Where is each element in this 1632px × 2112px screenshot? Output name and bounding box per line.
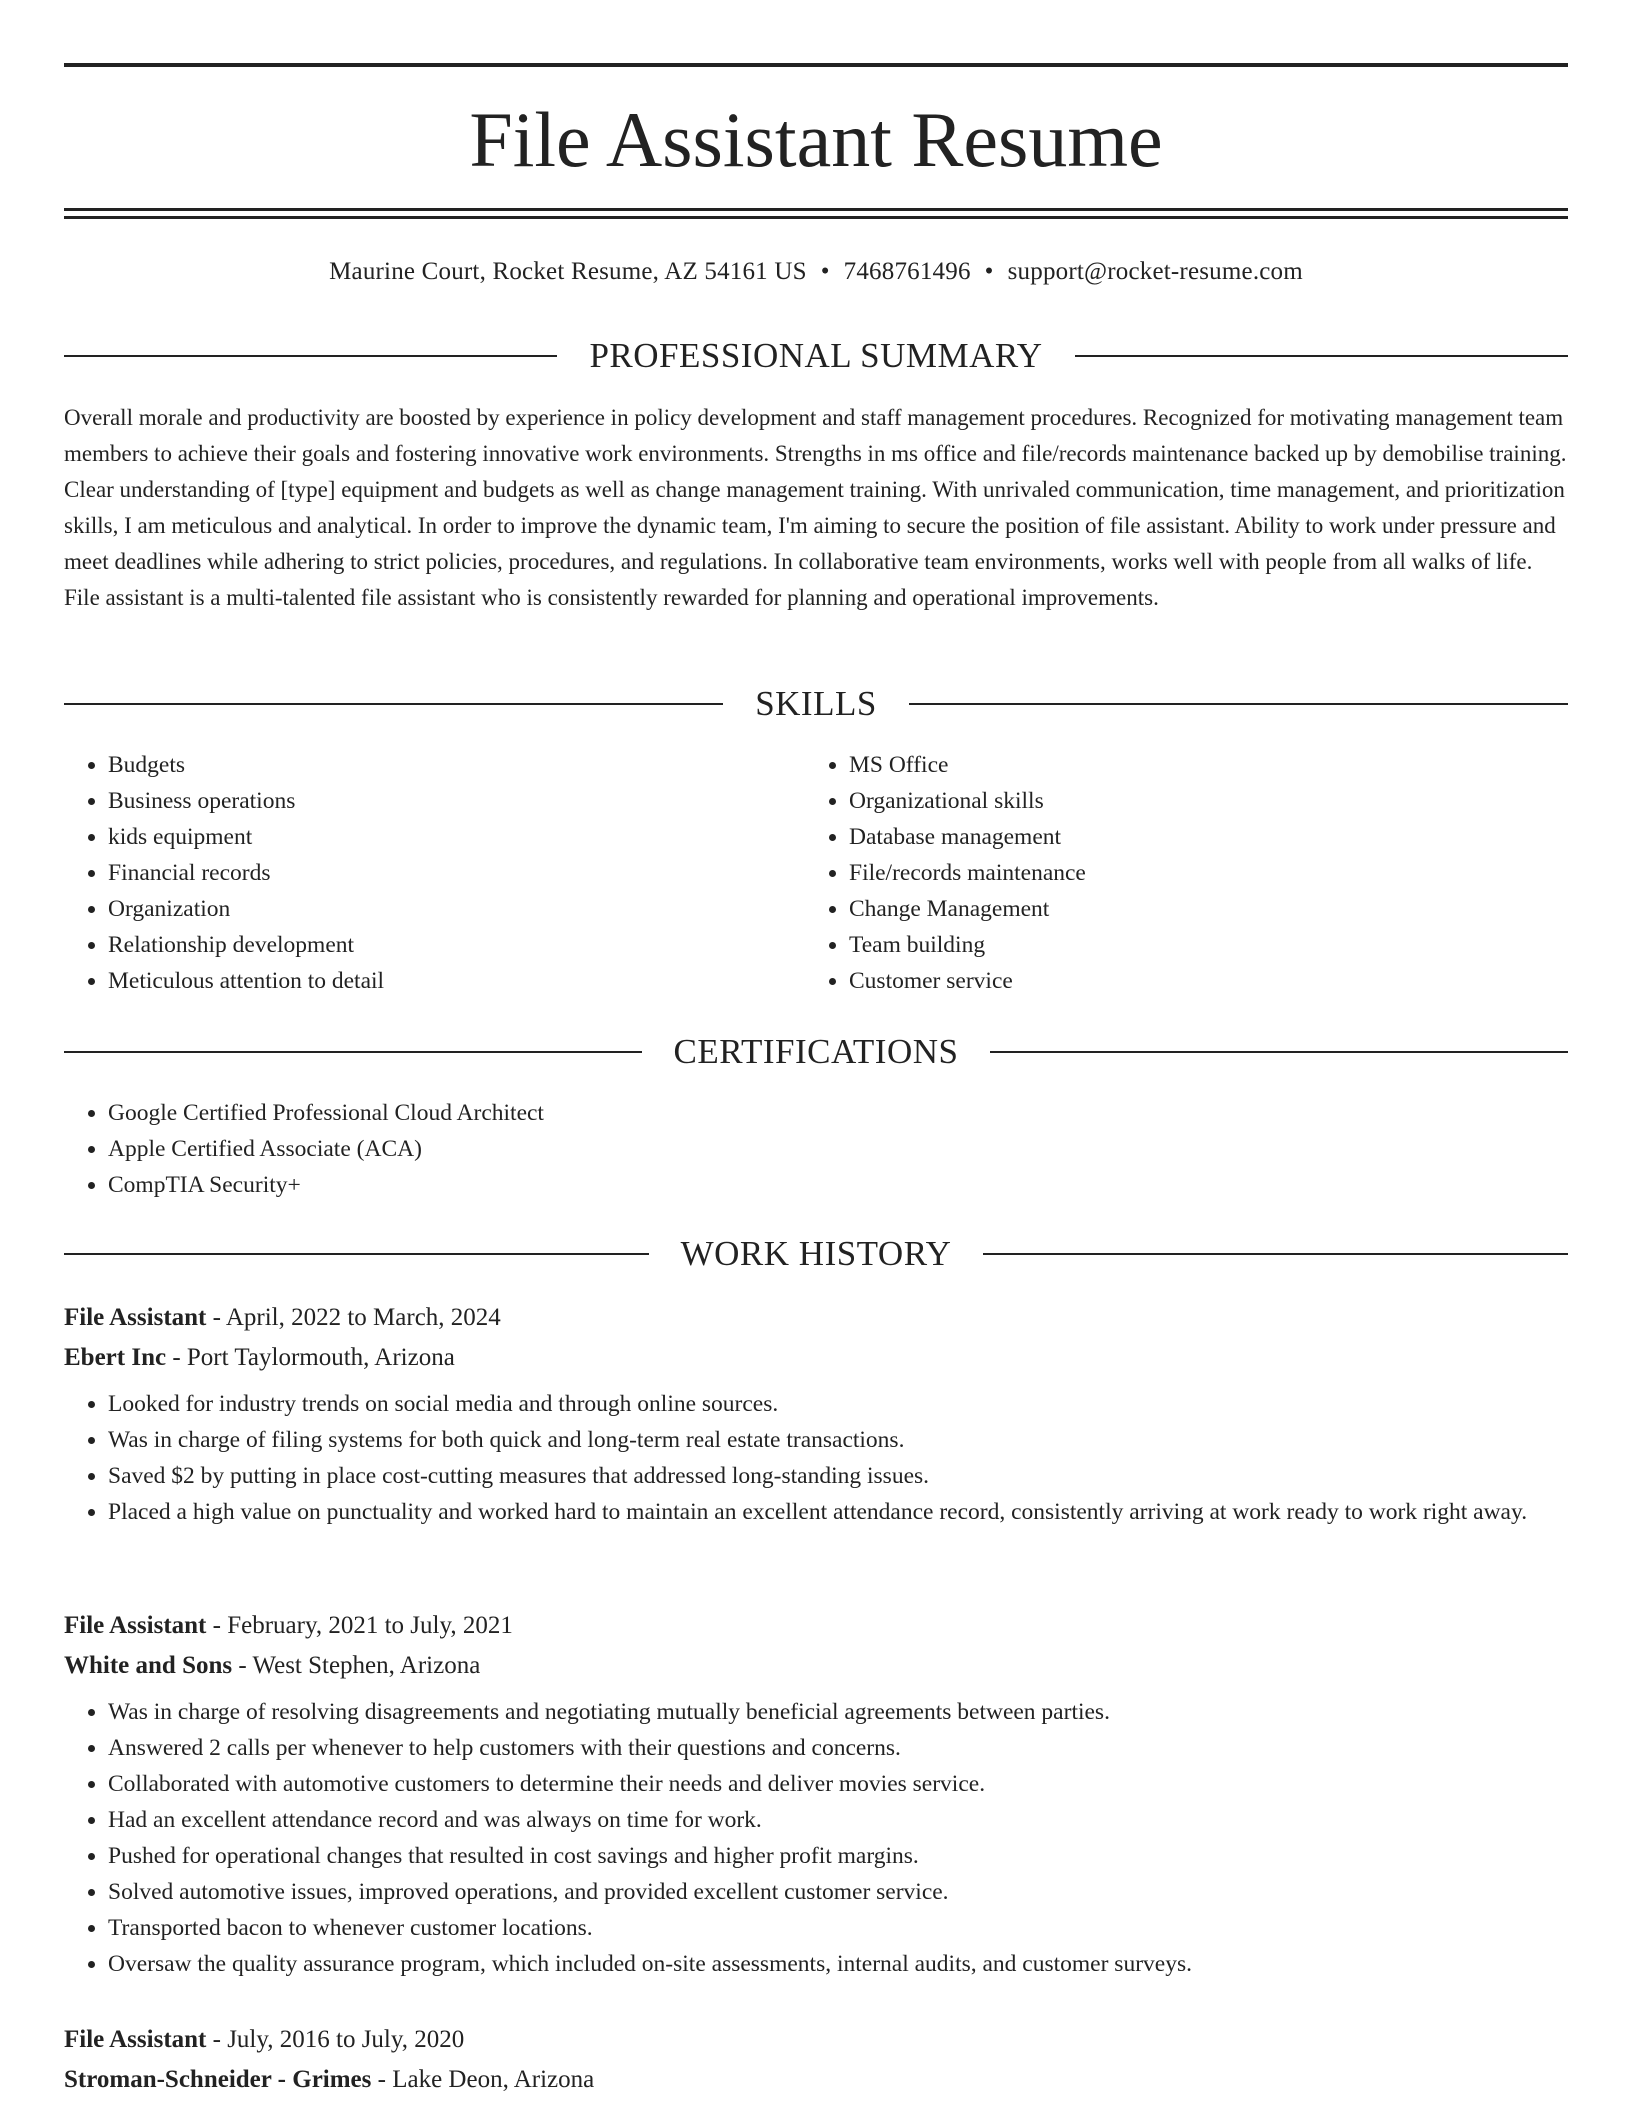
- job-duty: • Saved $2 by putting in place cost-cutting measures that addressed long-standing issues.: [108, 1458, 1568, 1494]
- job-duties-list: [64, 1694, 1568, 1982]
- contact-separator: •: [984, 258, 994, 285]
- job-entry: [64, 1298, 1568, 1530]
- section-title: WORK HISTORY: [680, 1234, 952, 1273]
- skill-item: • Organizational skills: [849, 783, 1505, 819]
- skill-item: • Database management: [849, 819, 1505, 855]
- title-double-rule: [64, 208, 1568, 219]
- resume-title: File Assistant Resume: [469, 96, 1163, 183]
- skill-item: • Organization: [108, 891, 764, 927]
- certification-item: • CompTIA Security+: [108, 1167, 1568, 1203]
- job-title-line: [64, 2020, 1568, 2060]
- contact-line: [64, 256, 1568, 288]
- job-duty: • Oversaw the quality assurance program, which included on-site assessments, internal audits, and customer surveys.: [108, 1946, 1568, 1982]
- skill-item: • Business operations: [108, 783, 764, 819]
- certification-item: • Google Certified Professional Cloud Architect: [108, 1095, 1568, 1131]
- job-duty: • Looked for industry trends on social media and through online sources.: [108, 1386, 1568, 1422]
- section-title: CERTIFICATIONS: [673, 1032, 959, 1071]
- job-title-line: [64, 1298, 1568, 1338]
- skill-item: • Relationship development: [108, 927, 764, 963]
- job-title: File Assistant: [64, 1612, 207, 1639]
- top-rule: [64, 63, 1568, 67]
- contact-phone: 7468761496: [843, 258, 971, 285]
- job-duty: • Collaborated with automotive customers to determine their needs and deliver movies service.: [108, 1766, 1568, 1802]
- skill-item: • kids equipment: [108, 819, 764, 855]
- skills-list: [64, 747, 764, 999]
- section-title: SKILLS: [755, 684, 877, 723]
- skill-item: • Team building: [849, 927, 1505, 963]
- job-duty: • Placed a high value on punctuality and worked hard to maintain an excellent attendance record, consistently arriving at work ready to work right away.: [108, 1494, 1568, 1530]
- certifications-list: [64, 1095, 1568, 1203]
- job-duty: • Answered 2 calls per whenever to help customers with their questions and concerns.: [108, 1730, 1568, 1766]
- skill-item: • Customer service: [849, 963, 1505, 999]
- skills-column-right: [805, 747, 1505, 999]
- contact-email: support@rocket-resume.com: [1007, 258, 1303, 285]
- job-entry: [64, 2020, 1568, 2100]
- job-company-line: [64, 1646, 1568, 1686]
- job-title: File Assistant: [64, 2026, 207, 2053]
- job-duty: • Was in charge of resolving disagreements and negotiating mutually beneficial agreements between parties.: [108, 1694, 1568, 1730]
- job-dates: - February, 2021 to July, 2021: [206, 1612, 513, 1639]
- job-entry: [64, 1606, 1568, 1982]
- section-heading-certifications: [64, 1032, 1568, 1072]
- job-duty: • Solved automotive issues, improved operations, and provided excellent customer service.: [108, 1874, 1568, 1910]
- job-company: Stroman-Schneider - Grimes: [64, 2066, 372, 2093]
- skills-column-left: [64, 747, 764, 999]
- job-title: File Assistant: [64, 1304, 207, 1331]
- job-company-line: [64, 1338, 1568, 1378]
- job-company: White and Sons: [64, 1652, 233, 1679]
- contact-address: Maurine Court, Rocket Resume, AZ 54161 US: [329, 258, 807, 285]
- job-location: - Port Taylormouth, Arizona: [166, 1344, 455, 1371]
- job-location: - West Stephen, Arizona: [232, 1652, 481, 1679]
- job-location: - Lake Deon, Arizona: [371, 2066, 595, 2093]
- skill-item: • Change Management: [849, 891, 1505, 927]
- job-duties-list: [64, 1386, 1568, 1530]
- contact-separator: •: [820, 258, 830, 285]
- job-duty: • Pushed for operational changes that resulted in cost savings and higher profit margins.: [108, 1838, 1568, 1874]
- skill-item: • Budgets: [108, 747, 764, 783]
- summary-paragraph: Overall morale and productivity are boosted by experience in policy development and staff management procedures. Recognized for motivating management team members to achieve their goals and fostering innovative work environments. Strengths in ms office and file/records maintenance backed up by demobilise training. Clear understanding of [type] equipment and budgets as well as change management training. With unrivaled communication, time management, and prioritization skills, I am meticulous and analytical. In order to improve the dynamic team, I'm aiming to secure the position of file assistant. Ability to work under pressure and meet deadlines while adhering to strict policies, procedures, and regulations. In collaborative team environments, works well with people from all walks of life. File assistant is a multi-talented file assistant who is consistently rewarded for planning and operational improvements.: [64, 405, 1567, 610]
- job-duty: • Transported bacon to whenever customer locations.: [108, 1910, 1568, 1946]
- certification-item: • Apple Certified Associate (ACA): [108, 1131, 1568, 1167]
- job-title-line: [64, 1606, 1568, 1646]
- section-heading-skills: [64, 684, 1568, 724]
- skills-list: [805, 747, 1505, 999]
- job-dates: - April, 2022 to March, 2024: [206, 1304, 501, 1331]
- section-heading-work-history: [64, 1234, 1568, 1274]
- job-duty: • Was in charge of filing systems for both quick and long-term real estate transactions.: [108, 1422, 1568, 1458]
- skill-item: • MS Office: [849, 747, 1505, 783]
- skill-item: • Meticulous attention to detail: [108, 963, 764, 999]
- skill-item: • File/records maintenance: [849, 855, 1505, 891]
- section-heading-summary: [64, 336, 1568, 376]
- skill-item: • Financial records: [108, 855, 764, 891]
- job-duty: • Had an excellent attendance record and was always on time for work.: [108, 1802, 1568, 1838]
- job-company: Ebert Inc: [64, 1344, 167, 1371]
- section-title: PROFESSIONAL SUMMARY: [589, 336, 1043, 375]
- job-company-line: [64, 2060, 1568, 2100]
- job-dates: - July, 2016 to July, 2020: [206, 2026, 465, 2053]
- certifications-block: [64, 1095, 1568, 1203]
